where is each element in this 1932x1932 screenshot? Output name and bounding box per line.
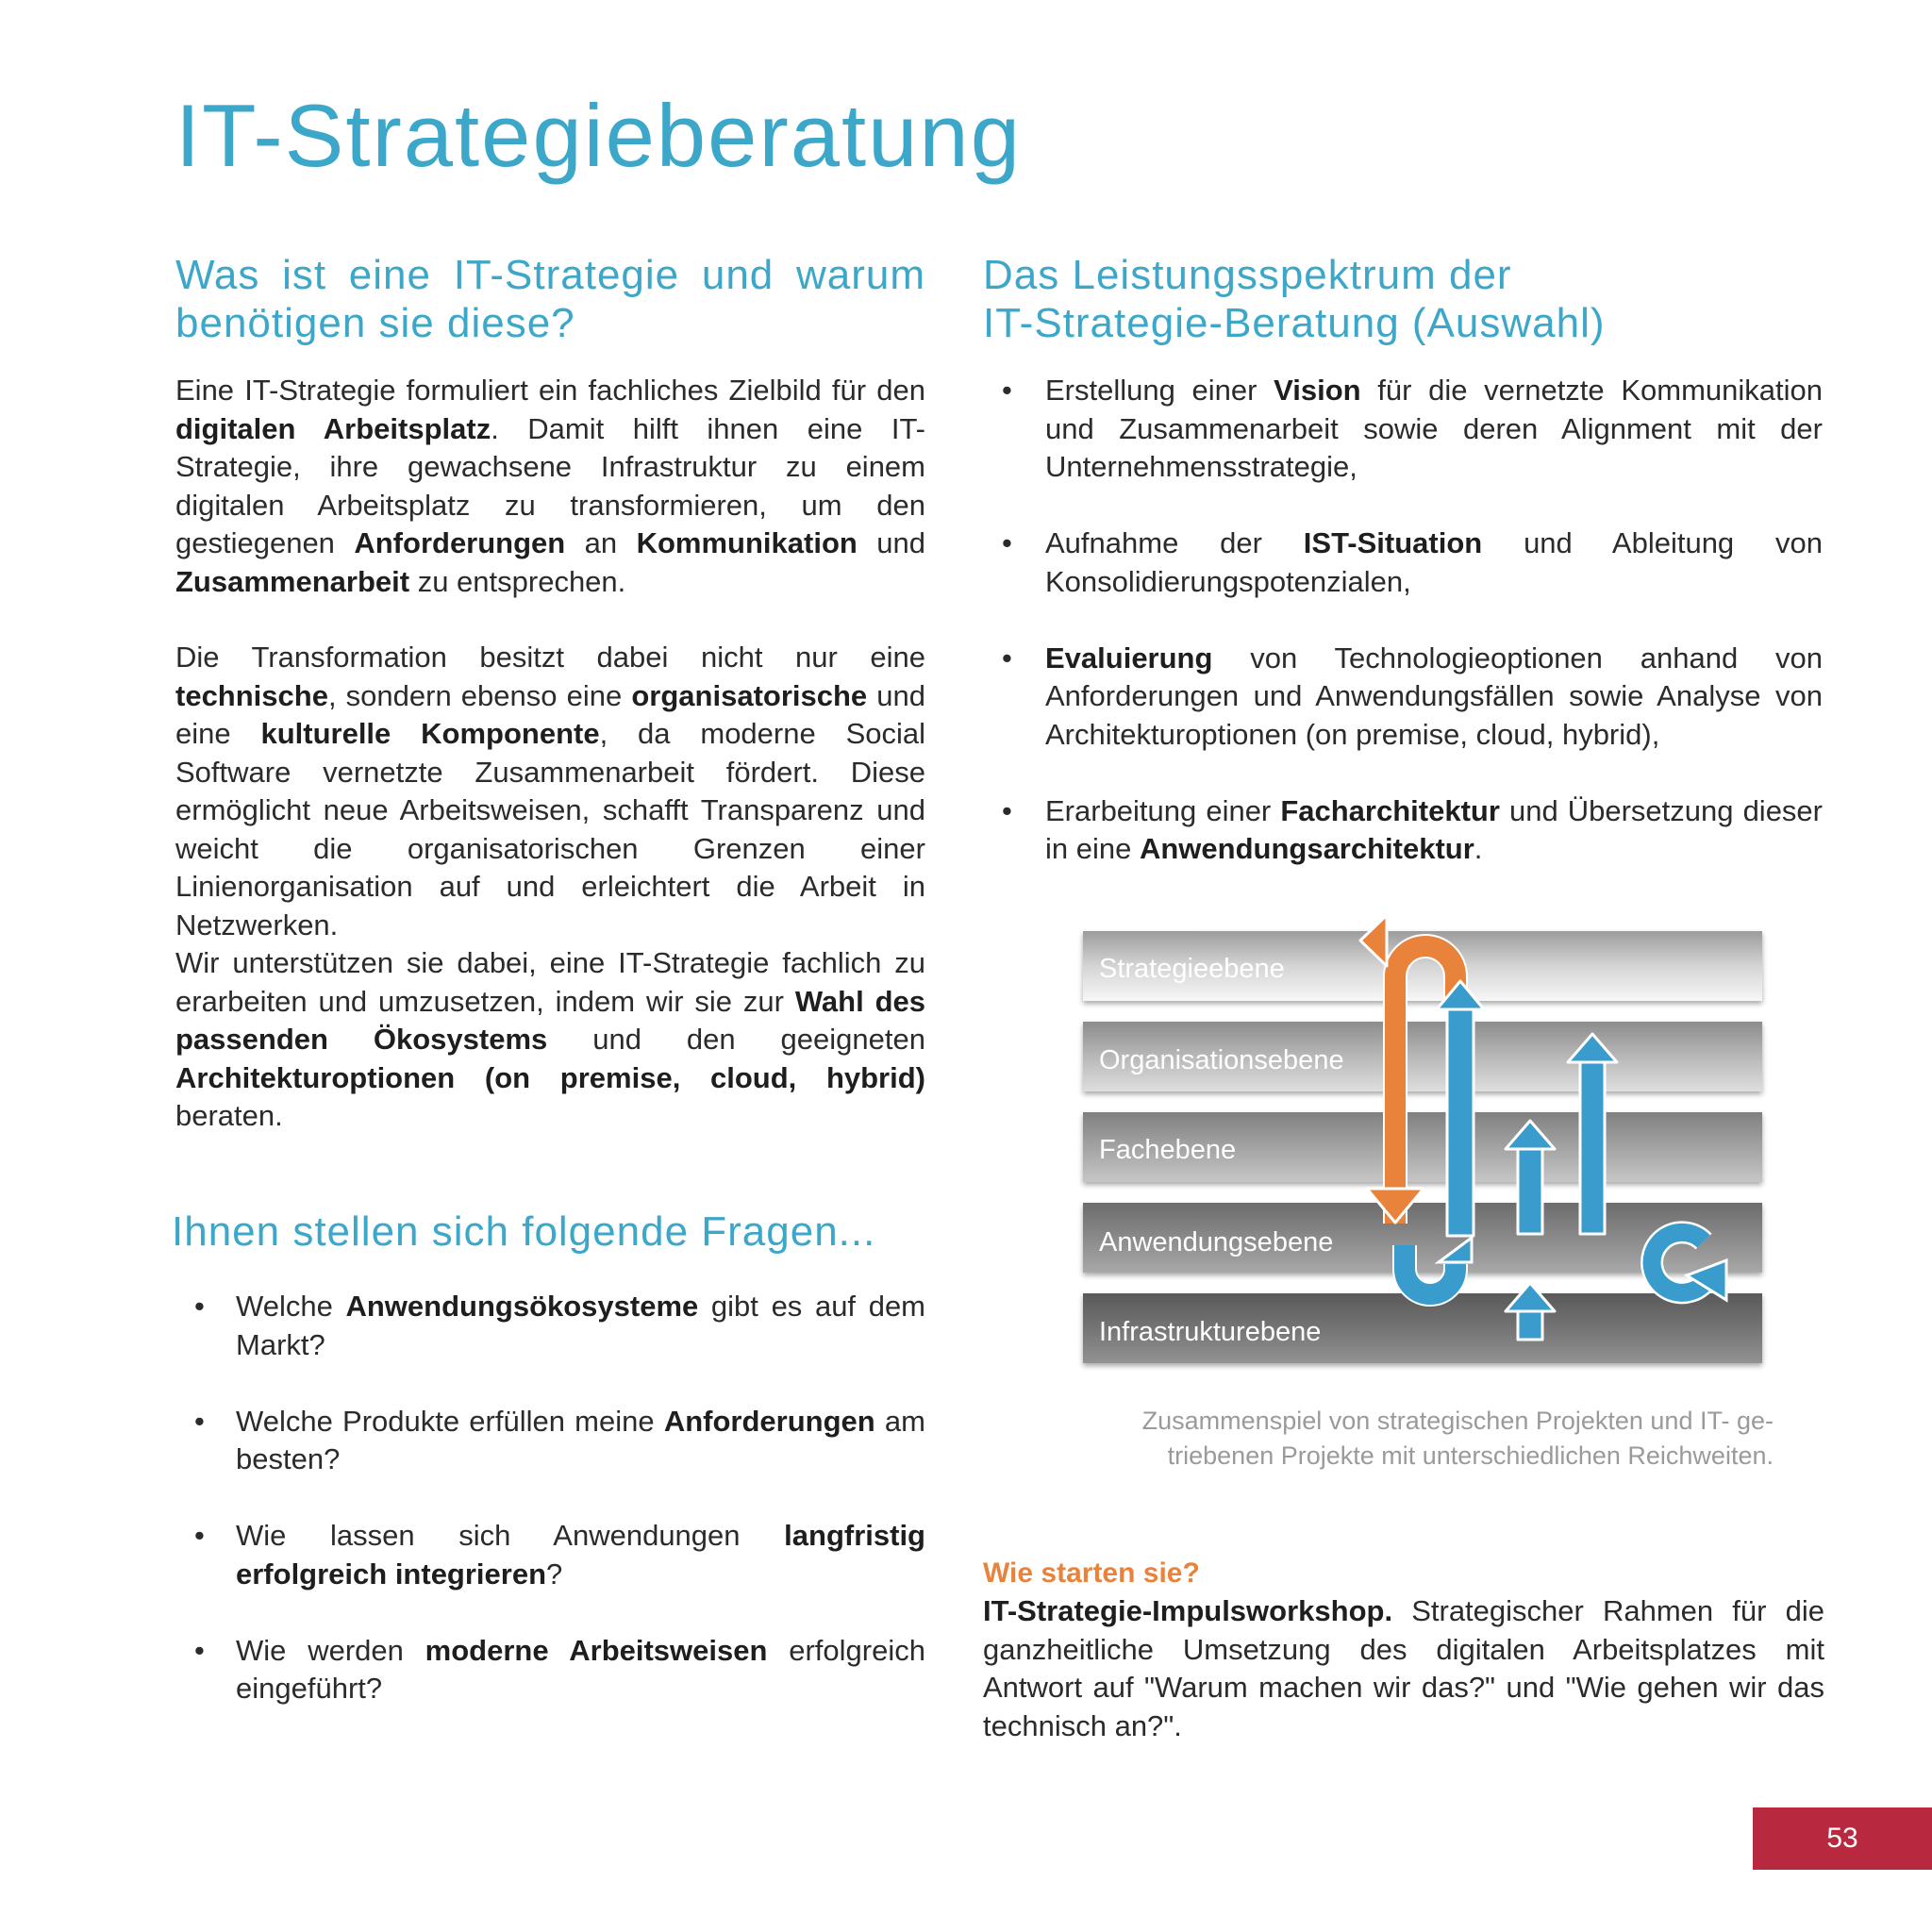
right-column [983, 251, 1823, 347]
bullet-icon: • [1002, 641, 1012, 675]
bullet-icon: • [194, 1519, 205, 1552]
layer-label-infrastructure: Infrastrukturebene [1099, 1317, 1322, 1347]
layer-label-organisation: Organisationsebene [1099, 1045, 1344, 1075]
service-text: Erstellung einer Vision für die vernetzte Kommunikation und Zusammenarbeit sowie deren Alignment mit der Unternehmensstrategie, [1045, 374, 1823, 483]
service-text: Evaluierung von Technologieoptionen anhand von Anforderungen und Anwendungsfällen sowie Analyse von Architekturoptionen (on premise, cloud, hybrid), [1045, 641, 1823, 751]
question-item [175, 1403, 925, 1479]
service-item [983, 525, 1823, 601]
question-item [175, 1288, 925, 1364]
section-heading-what [175, 251, 925, 299]
question-text: Wie lassen sich Anwendungen langfristig erfolgreich integrieren? [236, 1519, 925, 1591]
bullet-icon: • [194, 1290, 205, 1323]
section-heading-what-line2: benötigen sie diese? [175, 300, 575, 346]
start-heading: Wie starten sie? [983, 1557, 1200, 1589]
caption-line2: triebenen Projekte mit unterschiedlichen Reichweiten. [1167, 1441, 1774, 1470]
questions-list [175, 1288, 925, 1746]
service-item [983, 640, 1823, 755]
question-text: Wie werden moderne Arbeitsweisen erfolgreich eingeführt? [236, 1633, 925, 1705]
questions-section [172, 1208, 926, 1256]
paragraph-2: Die Transformation besitzt dabei nicht nur eine technische, sondern ebenso eine organisatorische und eine kulturelle Komponente, da moderne Social Software vernetzte Zusammenarbeit fördert. Diese ermöglicht neue Arbeitsweisen, schafft Transparenz und weicht die organisatorischen Grenzen einer Linienorganisation auf und erleichtert die Arbeit in Netzwerken. [175, 641, 926, 941]
blue-arrow-large [1437, 981, 1484, 1236]
bullet-icon: • [1002, 374, 1012, 407]
question-text: Welche Produkte erfüllen meine Anforderungen am besten? [236, 1404, 925, 1475]
service-text: Erarbeitung einer Facharchitektur und Übersetzung dieser in eine Anwendungsarchitektur. [1045, 793, 1823, 865]
bullet-icon: • [1002, 793, 1012, 827]
bullet-icon: • [194, 1633, 205, 1667]
page-title: IT-Strategieberatung [175, 86, 1022, 185]
service-item [983, 372, 1823, 487]
bullet-icon: • [1002, 526, 1012, 559]
intro-paragraph [175, 372, 925, 601]
questions-heading: Ihnen stellen sich folgende Fragen... [172, 1208, 876, 1255]
bullet-icon: • [194, 1404, 205, 1438]
section-heading-services-line2: IT-Strategie-Beratung (Auswahl) [983, 300, 1606, 346]
support-paragraph [175, 944, 925, 1136]
layer-bar-organisation [1083, 1022, 1762, 1091]
left-column [175, 251, 925, 347]
question-text: Welche Anwendungsökosysteme gibt es auf dem Markt? [236, 1290, 926, 1361]
caption-line1: Zusammenspiel von strategischen Projekten und IT- ge- [1141, 1407, 1774, 1435]
services-list-container [983, 372, 1823, 907]
layer-label-fach: Fachebene [1099, 1135, 1237, 1165]
question-item [175, 1632, 925, 1708]
section-heading-what-line1: Was ist eine IT-Strategie und warum [175, 252, 925, 298]
start-text: IT-Strategie-Impulsworkshop. Strategischer Rahmen für die ganzheitliche Umsetzung des digitalen Arbeitsplatzes mit Antwort auf "Warum machen wir das?" und "Wie gehen wir das technisch an?". [983, 1594, 1824, 1742]
section-heading-services-line1: Das Leistungsspektrum der [983, 252, 1512, 298]
layer-label-application: Anwendungsebene [1099, 1227, 1334, 1257]
paragraph-3: Wir unterstützen sie dabei, eine IT-Strategie fachlich zu erarbeiten und umzusetzen, indem wir sie zur Wahl des passenden Ökosystems und den geeigneten Architekturoptionen (on premise, cloud, hybrid) beraten. [175, 946, 926, 1132]
service-item [983, 792, 1823, 869]
start-section [983, 1555, 1824, 1745]
layer-diagram [1075, 887, 1774, 1377]
diagram-caption [1057, 1404, 1774, 1474]
transformation-paragraph [175, 639, 925, 944]
question-item [175, 1517, 925, 1593]
layer-bar-fach [1083, 1112, 1762, 1182]
layer-label-strategy: Strategieebene [1099, 954, 1285, 984]
paragraph-1: Eine IT-Strategie formuliert ein fachliches Zielbild für den digitalen Arbeitsplatz. Damit hilft ihnen eine IT-Strategie, ihre gewachsene Infrastruktur zu einem digitalen Arbeitsplatz zu transformieren, um den gestiegenen Anforderungen an Kommunikation und Zusammenarbeit zu entsprechen. [175, 374, 925, 598]
page-number: 53 [1753, 1807, 1932, 1870]
service-text: Aufnahme der IST-Situation und Ableitung von Konsolidierungspotenzialen, [1045, 526, 1823, 598]
